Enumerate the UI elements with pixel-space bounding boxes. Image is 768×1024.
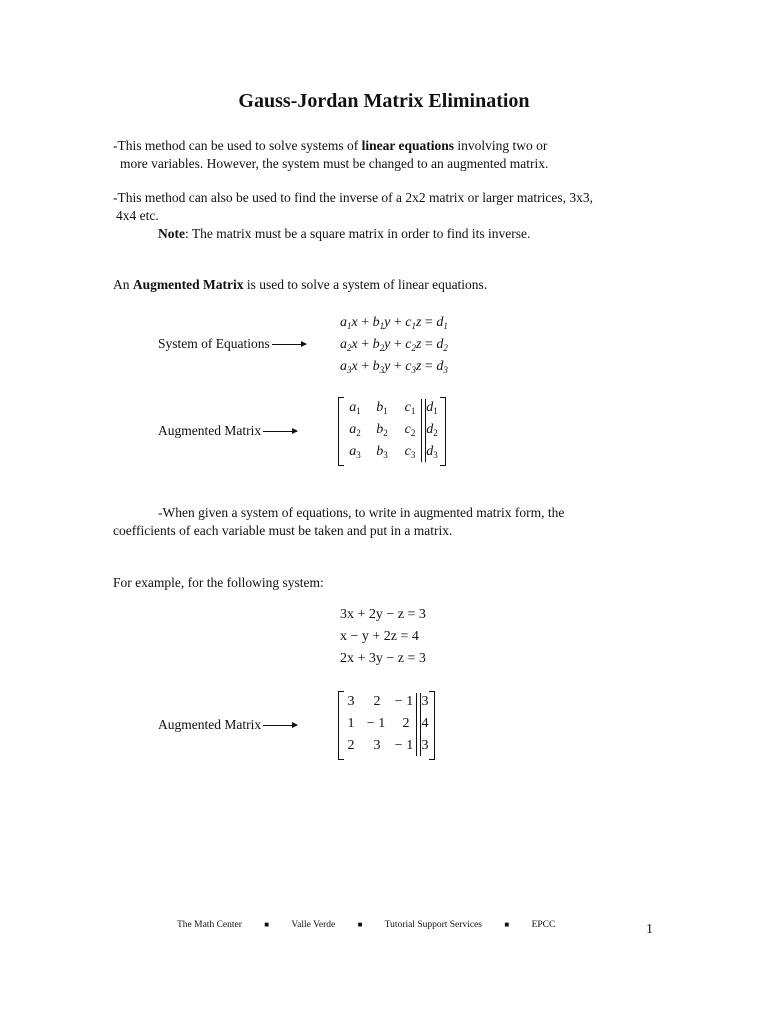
matrix-cell: $a_2$ bbox=[349, 422, 361, 438]
system-of-equations-label bbox=[158, 336, 306, 352]
footer-item: Tutorial Support Services bbox=[384, 920, 482, 930]
matrix-cell: 1 bbox=[347, 716, 355, 731]
general-equation-2: $a_2x + b_2y + c_2z = d_2$ bbox=[340, 337, 448, 353]
matrix-cell: 3 bbox=[421, 738, 429, 753]
augmented-label-text: Augmented Matrix bbox=[158, 717, 262, 732]
para1-text-a: -This method can be used to solve systems of bbox=[113, 138, 362, 153]
matrix-cell: $a_1$ bbox=[349, 400, 361, 416]
para3-text-b: is used to solve a system of linear equations. bbox=[243, 277, 488, 292]
general-equation-1: $a_1x + b_1y + c_1z = d_1$ bbox=[340, 315, 448, 331]
para1-line2: more variables. However, the system must be changed to an augmented matrix. bbox=[120, 156, 549, 171]
matrix-cell: 3 bbox=[421, 694, 429, 709]
matrix-cell: $b_3$ bbox=[376, 444, 388, 460]
example-equation-3: 2x + 3y − z = 3 bbox=[340, 651, 426, 666]
footer-item: The Math Center bbox=[177, 920, 242, 930]
matrix-cell: 2 bbox=[347, 738, 355, 753]
matrix-cell: 3 bbox=[373, 738, 381, 753]
footer-item: EPCC bbox=[531, 920, 556, 930]
para3-bold-term: Augmented Matrix bbox=[132, 277, 244, 292]
left-bracket bbox=[338, 397, 344, 466]
footer-item: Valle Verde bbox=[291, 920, 336, 930]
footer bbox=[177, 920, 555, 930]
para3-text-a: An bbox=[113, 277, 133, 292]
page-number: 1 bbox=[646, 922, 653, 937]
matrix-cell: $d_3$ bbox=[426, 444, 438, 460]
example-equation-2: x − y + 2z = 4 bbox=[340, 629, 419, 644]
page-title: Gauss-Jordan Matrix Elimination bbox=[238, 90, 530, 112]
matrix-cell: $c_3$ bbox=[404, 444, 416, 460]
example-system bbox=[340, 604, 426, 670]
para3 bbox=[113, 276, 487, 294]
matrix-cell: − 1 bbox=[394, 738, 414, 753]
matrix-cell: $c_1$ bbox=[404, 400, 416, 416]
right-arrow-icon bbox=[263, 431, 297, 432]
example-augmented-matrix bbox=[338, 691, 435, 758]
para2-line2: 4x4 etc. bbox=[116, 208, 159, 223]
note-text: : The matrix must be a square matrix in order to find its inverse. bbox=[185, 226, 531, 241]
right-bracket bbox=[440, 397, 446, 466]
general-equation-3: $a_3x + b_3y + c_3z = d_3$ bbox=[340, 359, 448, 375]
matrix-cell: $b_2$ bbox=[376, 422, 388, 438]
right-arrow-icon bbox=[272, 344, 306, 345]
matrix-cell: 4 bbox=[421, 716, 429, 731]
augmented-label-text: Augmented Matrix bbox=[158, 423, 262, 438]
para1-text-b: involving two or bbox=[453, 138, 548, 153]
system-label-text: System of Equations bbox=[158, 336, 270, 351]
matrix-cell: $b_1$ bbox=[376, 400, 388, 416]
para2-note bbox=[158, 225, 530, 243]
general-system bbox=[340, 312, 448, 378]
matrix-cell: $d_1$ bbox=[426, 400, 438, 416]
matrix-cell: $c_2$ bbox=[404, 422, 416, 438]
matrix-cell: 2 bbox=[373, 694, 381, 709]
square-bullet-icon: ■ bbox=[504, 920, 510, 929]
para5: For example, for the following system: bbox=[113, 575, 324, 590]
note-label: Note bbox=[158, 226, 185, 241]
general-augmented-matrix bbox=[338, 397, 446, 464]
augmented-matrix-label-example bbox=[158, 717, 297, 733]
matrix-cell: − 1 bbox=[366, 716, 386, 731]
example-equation-1: 3x + 2y − z = 3 bbox=[340, 607, 426, 622]
para4-line2: coefficients of each variable must be taken and put in a matrix. bbox=[113, 523, 453, 538]
matrix-cell: 2 bbox=[402, 716, 410, 731]
augmented-matrix-label-general bbox=[158, 423, 297, 439]
square-bullet-icon: ■ bbox=[357, 920, 363, 929]
para1-line1 bbox=[113, 137, 547, 155]
para2-line1: -This method can also be used to find the inverse of a 2x2 matrix or larger matrices, 3x3, bbox=[113, 190, 593, 205]
matrix-cell: − 1 bbox=[394, 694, 414, 709]
para4-line1: -When given a system of equations, to write in augmented matrix form, the bbox=[158, 505, 565, 520]
right-arrow-icon bbox=[263, 725, 297, 726]
para1-bold-term: linear equations bbox=[361, 138, 454, 153]
square-bullet-icon: ■ bbox=[264, 920, 270, 929]
matrix-cell: $d_2$ bbox=[426, 422, 438, 438]
matrix-cell: $a_3$ bbox=[349, 444, 361, 460]
matrix-cell: 3 bbox=[347, 694, 355, 709]
